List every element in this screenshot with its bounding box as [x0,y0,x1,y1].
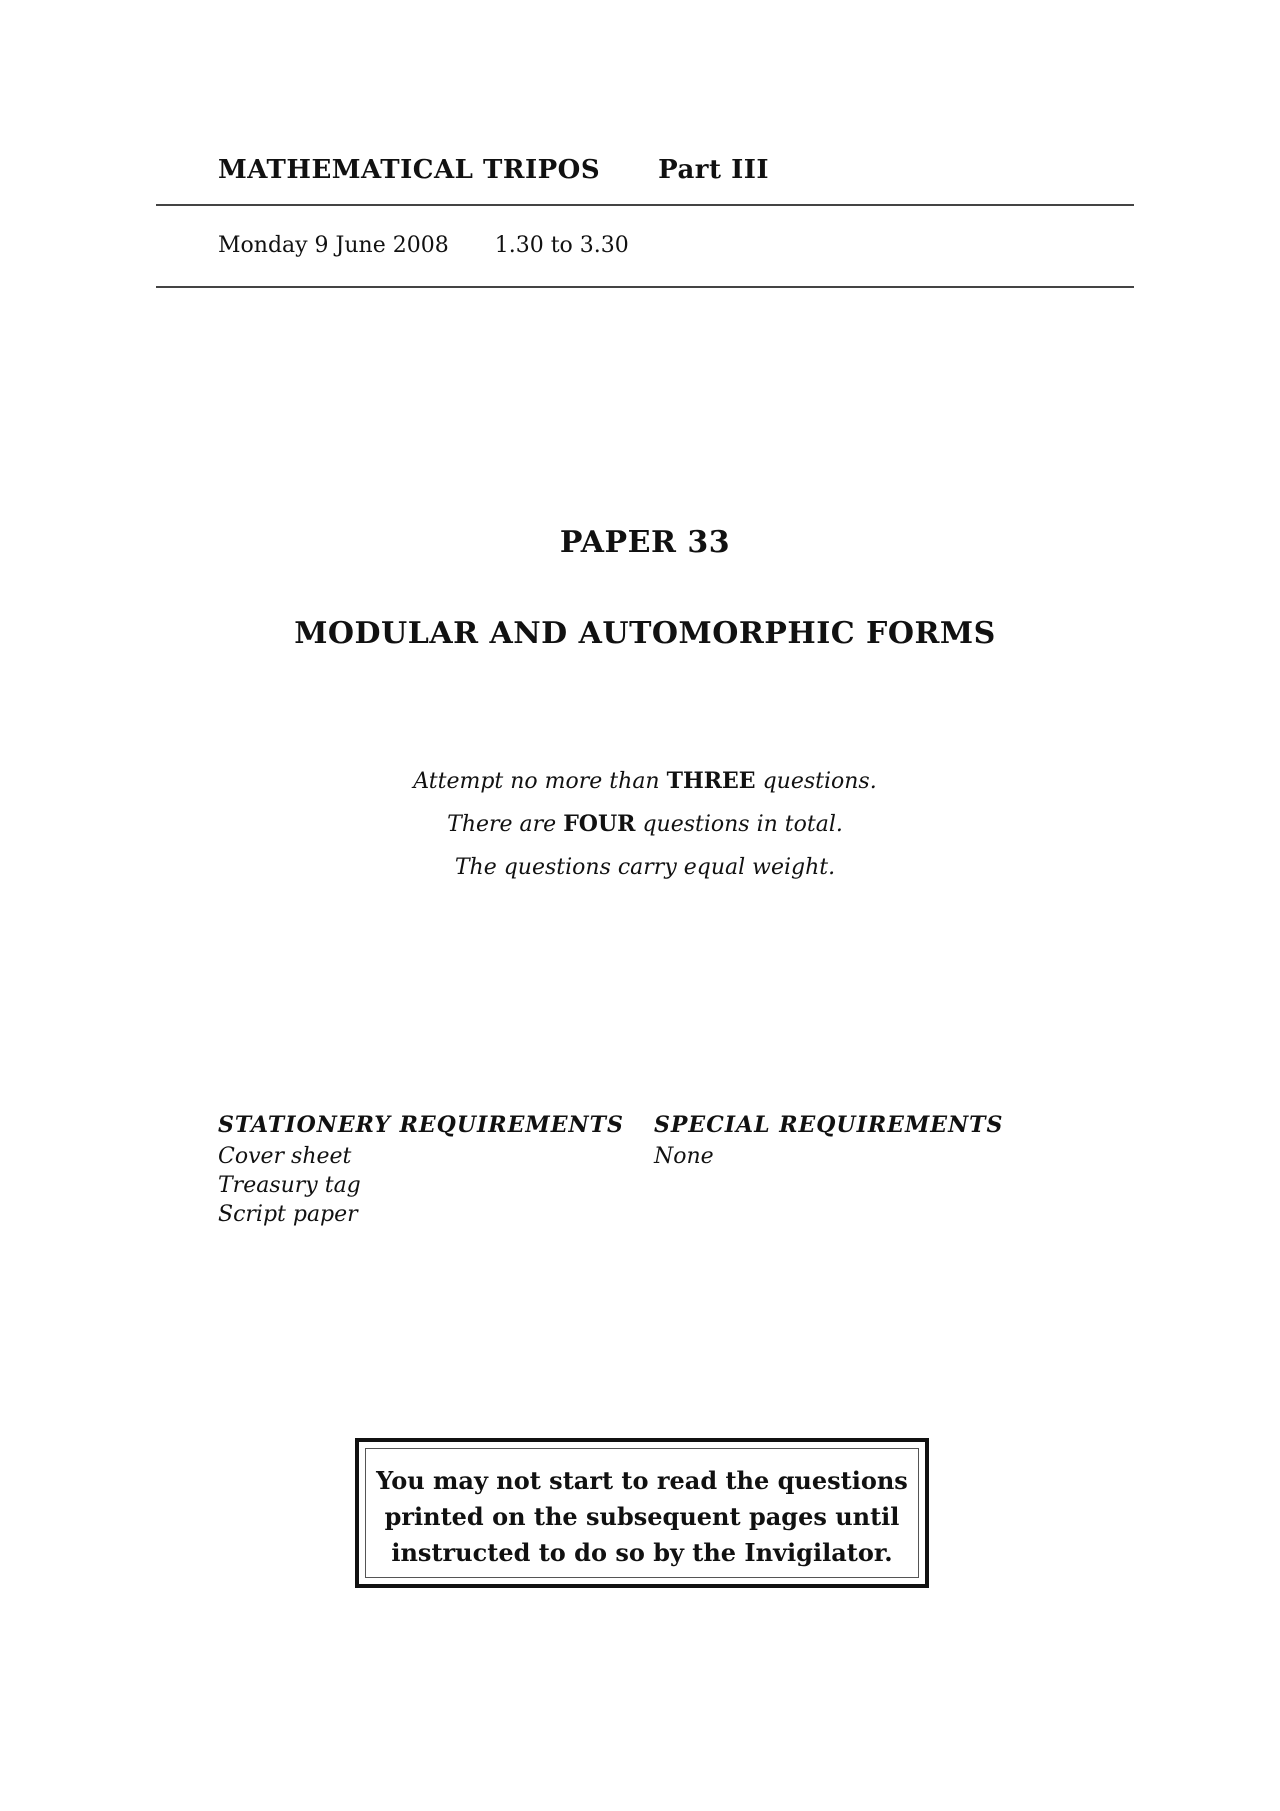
instruction-attempt [0,760,1280,803]
tripos-part: Part III [658,155,770,185]
special-heading: SPECIAL REQUIREMENTS [654,1112,1004,1138]
instruction-total-after: questions in total. [635,812,843,837]
special-item: None [654,1144,714,1169]
paper-number: PAPER 33 [559,525,731,560]
page-header [218,155,769,185]
exam-time: 1.30 to 3.30 [494,233,629,258]
paper-title: MODULAR AND AUTOMORPHIC FORMS [294,616,996,651]
tripos-title: MATHEMATICAL TRIPOS [218,155,601,185]
instruction-attempt-before: Attempt no more than [413,769,667,794]
stationery-item: Cover sheet [218,1144,352,1169]
instruction-total [0,803,1280,846]
stationery-item: Script paper [218,1202,358,1227]
invigilator-notice-inner [365,1448,919,1578]
exam-date: Monday 9 June 2008 [218,233,449,258]
instruction-total-before: There are [447,812,564,837]
instruction-total-count: FOUR [563,811,636,837]
invigilator-notice-box [355,1438,929,1588]
stationery-item: Treasury tag [218,1173,361,1198]
header-divider-bottom [156,286,1134,288]
instruction-attempt-count: THREE [666,768,756,794]
instruction-weight: The questions carry equal weight. [454,855,836,880]
stationery-requirements [218,1112,624,1229]
exam-instructions [0,760,1280,889]
notice-line: You may not start to read the questions [376,1466,908,1495]
header-divider-top [156,204,1134,206]
special-requirements [654,1112,1003,1171]
notice-line: instructed to do so by the Invigilator. [391,1538,893,1567]
stationery-heading: STATIONERY REQUIREMENTS [218,1112,624,1138]
instruction-attempt-after: questions. [755,769,877,794]
schedule-line [218,233,629,258]
notice-line: printed on the subsequent pages until [384,1502,900,1531]
